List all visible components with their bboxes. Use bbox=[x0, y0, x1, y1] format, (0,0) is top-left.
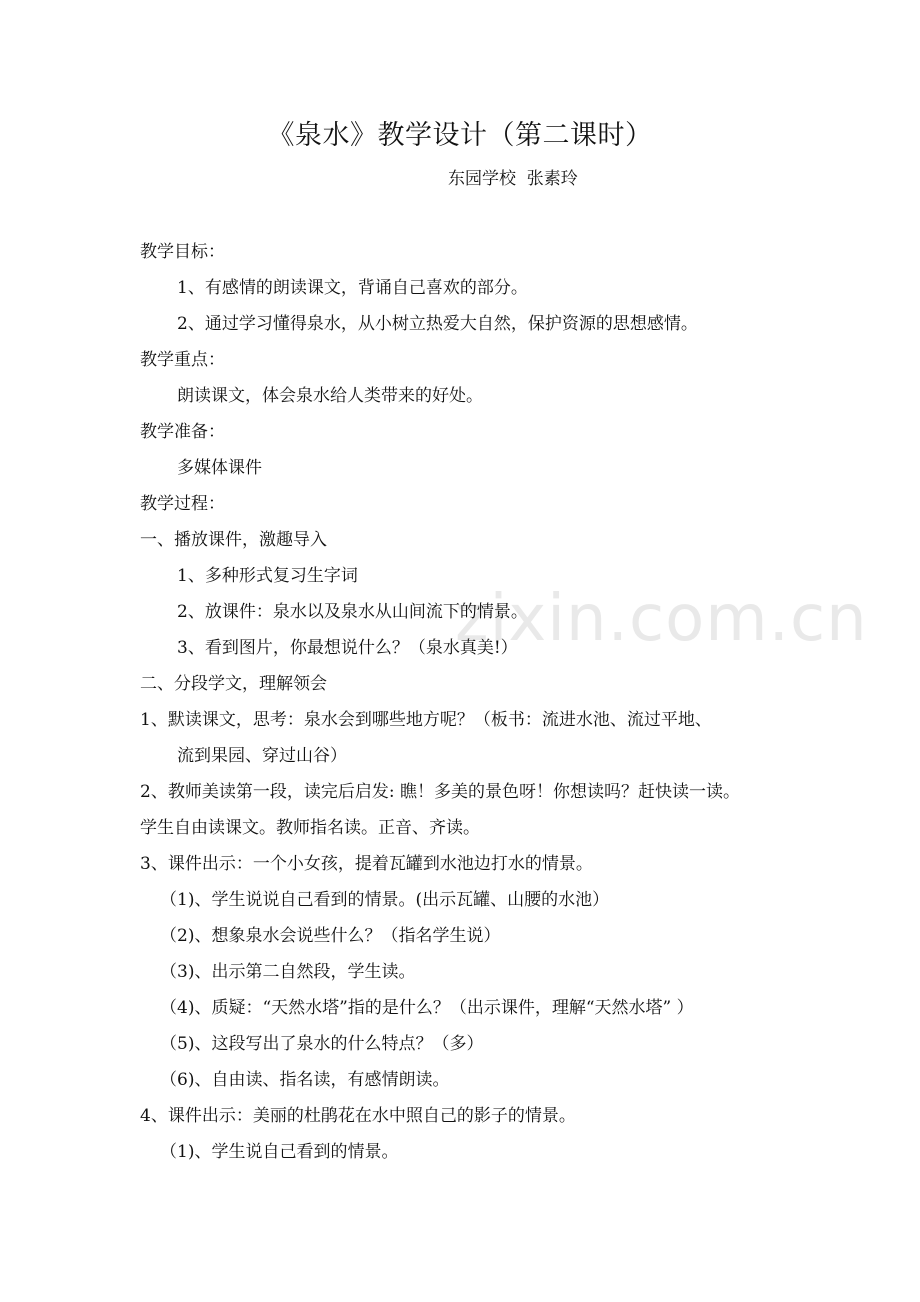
process-step: 2、放课件：泉水以及泉水从山间流下的情景。 bbox=[177, 602, 528, 622]
section-heading-keypoints: 教学重点： bbox=[140, 350, 225, 370]
document-title: 《泉水》教学设计（第二课时） bbox=[267, 120, 653, 151]
process-part-heading: 一、播放课件，激趣导入 bbox=[140, 530, 327, 550]
process-step: 3、课件出示：一个小女孩，提着瓦罐到水池边打水的情景。 bbox=[140, 854, 593, 874]
process-substep: （5)、这段写出了泉水的什么特点？（多） bbox=[160, 1034, 484, 1054]
process-substep: （4)、质疑：“天然水塔”指的是什么？（出示课件，理解“天然水塔” ） bbox=[160, 998, 694, 1018]
process-step: 2、教师美读第一段，读完后启发: 瞧！多美的景色呀！你想读吗？赶快读一读。 bbox=[140, 782, 740, 802]
watermark: zixin.com.cn bbox=[455, 582, 868, 656]
keypoint-text: 朗读课文，体会泉水给人类带来的好处。 bbox=[177, 386, 483, 406]
preparation-text: 多媒体课件 bbox=[177, 458, 262, 478]
document-author: 东园学校 张素玲 bbox=[448, 169, 578, 189]
goal-item: 2、通过学习懂得泉水，从小树立热爱大自然，保护资源的思想感情。 bbox=[177, 314, 698, 334]
process-substep: （2)、想象泉水会说些什么？（指名学生说） bbox=[160, 926, 501, 946]
process-step-continuation: 学生自由读课文。教师指名读。正音、齐读。 bbox=[140, 818, 480, 838]
process-substep: （1)、学生说自己看到的情景。 bbox=[160, 1142, 399, 1162]
process-step-continuation: 流到果园、穿过山谷） bbox=[177, 746, 347, 766]
process-part-heading: 二、分段学文，理解领会 bbox=[140, 674, 327, 694]
process-step: 1、默读课文，思考：泉水会到哪些地方呢？（板书：流进水池、流过平地、 bbox=[140, 710, 712, 730]
section-heading-process: 教学过程： bbox=[140, 494, 225, 514]
process-step: 1、多种形式复习生字词 bbox=[177, 566, 358, 586]
section-heading-goals: 教学目标： bbox=[140, 242, 225, 262]
goal-item: 1、有感情的朗读课文，背诵自己喜欢的部分。 bbox=[177, 278, 528, 298]
section-heading-preparation: 教学准备： bbox=[140, 422, 225, 442]
process-substep: （1)、学生说说自己看到的情景。(出示瓦罐、山腰的水池） bbox=[160, 890, 610, 910]
process-step: 4、课件出示：美丽的杜鹃花在水中照自己的影子的情景。 bbox=[140, 1106, 576, 1126]
process-substep: （3)、出示第二自然段，学生读。 bbox=[160, 962, 416, 982]
process-step: 3、看到图片，你最想说什么？（泉水真美!） bbox=[177, 638, 518, 658]
process-substep: （6)、自由读、指名读，有感情朗读。 bbox=[160, 1070, 450, 1090]
